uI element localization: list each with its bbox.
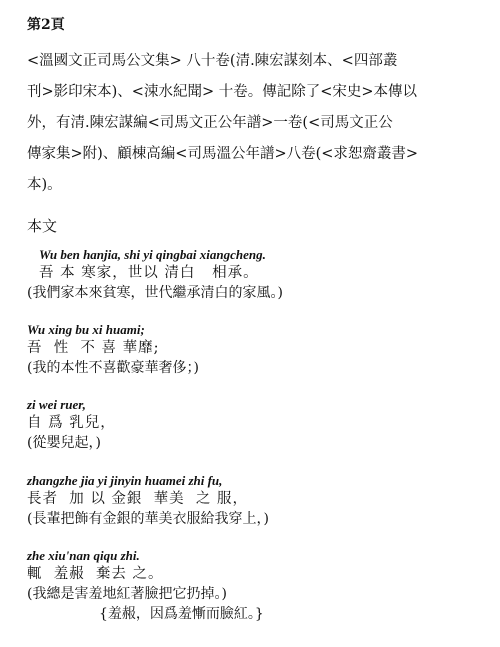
verse-translation: (我的本性不喜歡豪華奢侈；) (27, 360, 199, 376)
verse-chinese: 吾 性 不 喜 華靡; (27, 340, 160, 356)
verse-pinyin: Wu ben hanjia, shi yi qingbai xiangcheng. (39, 247, 266, 262)
intro-line: 刊>影印宋本)、<涑水紀聞> 十卷。傳記除了<宋史>本傳以 (27, 84, 418, 100)
verse-chinese: 長者 加 以 金銀 華美 之 服， (27, 491, 248, 507)
verse-chinese: 輒 羞赧 棄去 之。 (27, 566, 164, 582)
intro-line: 本)。 (27, 177, 62, 193)
verse-chinese: 自 爲 乳兒， (27, 415, 116, 431)
verse-pinyin: zhe xiu'nan qiqu zhi. (27, 548, 140, 563)
verse-translation: (我們家本來貧寒，世代繼承清白的家風。) (27, 285, 283, 301)
verse-block (27, 397, 487, 453)
verse-note: {羞赧，因爲羞慚而臉紅。} (99, 606, 264, 622)
section-title: 本文 (27, 217, 58, 235)
verse-pinyin: zi wei ruer, (27, 397, 86, 412)
verse-translation: (從嬰兒起，) (27, 435, 101, 451)
verse-block (27, 247, 487, 303)
verse-pinyin: zhangzhe jia yi jinyin huamei zhi fu, (27, 473, 223, 488)
intro-line: 傳家集>附)、顧棟高編<司馬溫公年譜>八卷(<求恕齋叢書> (27, 146, 419, 162)
intro-line: 外，有清.陳宏謀編<司馬文正公年譜>一卷(<司馬文正公 (27, 115, 393, 131)
verse-chinese: 吾 本 寒家，世以 清白 相承。 (39, 265, 259, 281)
intro-paragraph (27, 46, 467, 201)
intro-line: <溫國文正司馬公文集> 八十卷(清.陳宏謀刻本、<四部叢 (27, 53, 398, 69)
page-number: 第2頁 (27, 17, 65, 33)
verse-pinyin: Wu xing bu xi huami; (27, 322, 145, 337)
verse-translation: (我總是害羞地紅著臉把它扔掉。) (27, 586, 227, 602)
verse-block (27, 322, 487, 378)
verse-block (27, 473, 487, 529)
verse-translation: (長輩把飾有金銀的華美衣服給我穿上，) (27, 511, 269, 527)
verse-block (27, 548, 487, 624)
